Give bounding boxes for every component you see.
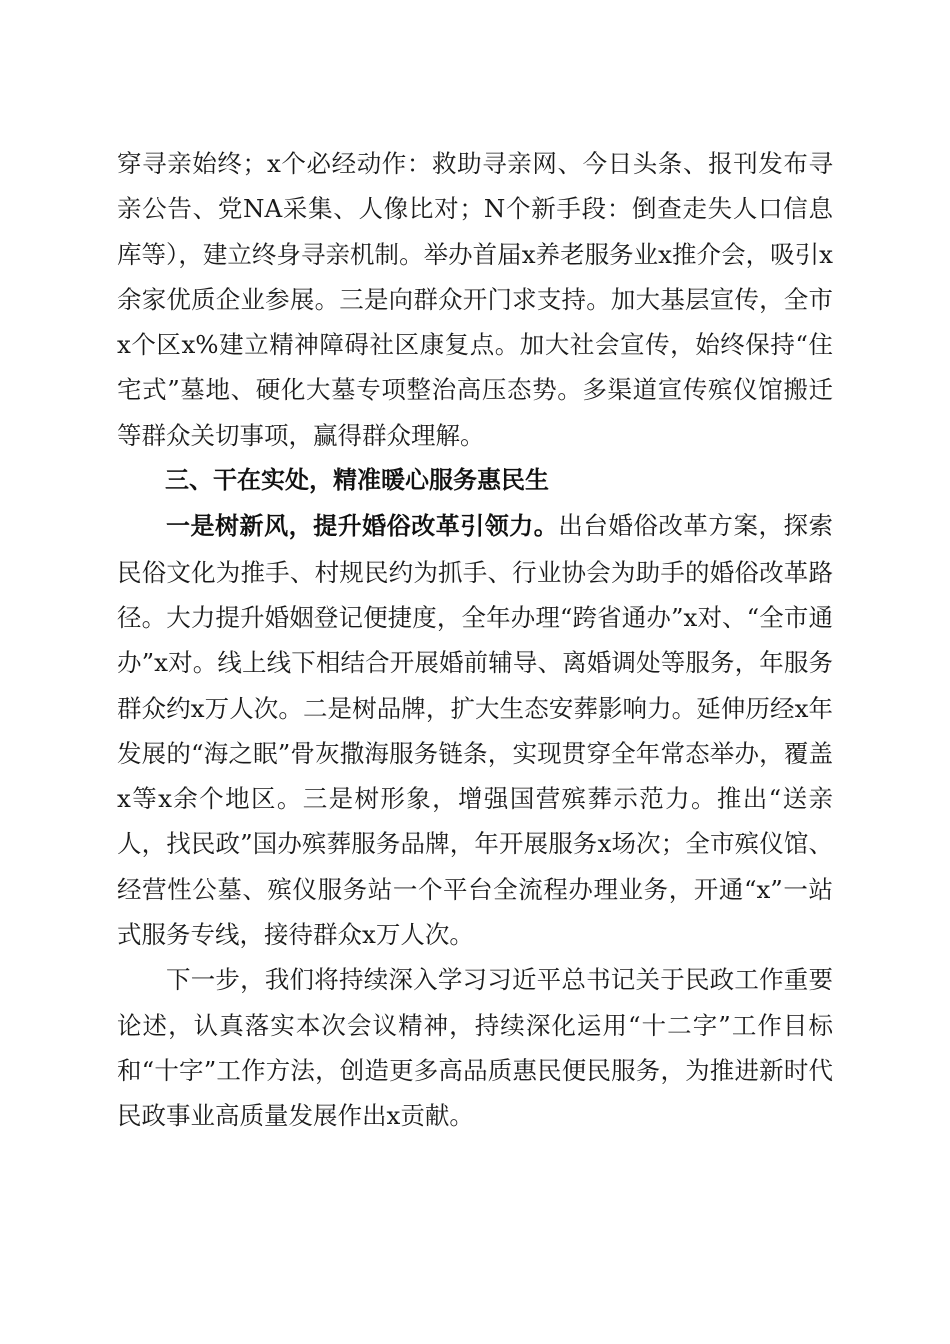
section-heading: 三、干在实处，精准暖心服务惠民生 — [165, 466, 549, 495]
closing-paragraph: 下一步，我们将持续深入学习习近平总书记关于民政工作重要论述，认真落实本次会议精神，持续深化运用“十二字”工作目标和“十字”工作方法，创造更多高品质惠民便民服务，为推进新时代民政事业高质量发展作出x贡献。 — [117, 965, 833, 1131]
continued-paragraph: 穿寻亲始终；x个必经动作：救助寻亲网、今日头条、报刊发布寻亲公告、党NA采集、人像比对；N个新手段：倒查走失人口信息库等），建立终身寻亲机制。举办首届x养老服务业x推介会，吸引x余家优质企业参展。三是向群众开门求支持。加大基层宣传，全市x个区x%建立精神障碍社区康复点。加大社会宣传，始终保持“住宅式”墓地、硬化大墓专项整治高压态势。多渠道宣传殡仪馆搬迁等群众关切事项，赢得群众理解。 — [117, 149, 833, 450]
section-paragraph — [117, 503, 833, 957]
document-body — [117, 141, 833, 1139]
section-paragraph-text: 出台婚俗改革方案，探索民俗文化为推手、村规民约为抓手、行业协会为助手的婚俗改革路径。大力提升婚姻登记便捷度，全年办理“跨省通办”x对、“全市通办”x对。线上线下相结合开展婚前辅导、离婚调处等服务，年服务群众约x万人次。二是树品牌，扩大生态安葬影响力。延伸历经x年发展的“海之眠”骨灰撒海服务链条，实现贯穿全年常态举办，覆盖x等x余个地区。三是树形象，增强国营殡葬示范力。推出“送亲人，找民政”国办殡葬服务品牌，年开展服务x场次；全市殡仪馆、经营性公墓、殡仪服务站一个平台全流程办理业务，开通“x”一站式服务专线，接待群众x万人次。 — [117, 511, 834, 950]
section-paragraph-lead: 一是树新风，提升婚俗改革引领力。 — [166, 512, 559, 541]
